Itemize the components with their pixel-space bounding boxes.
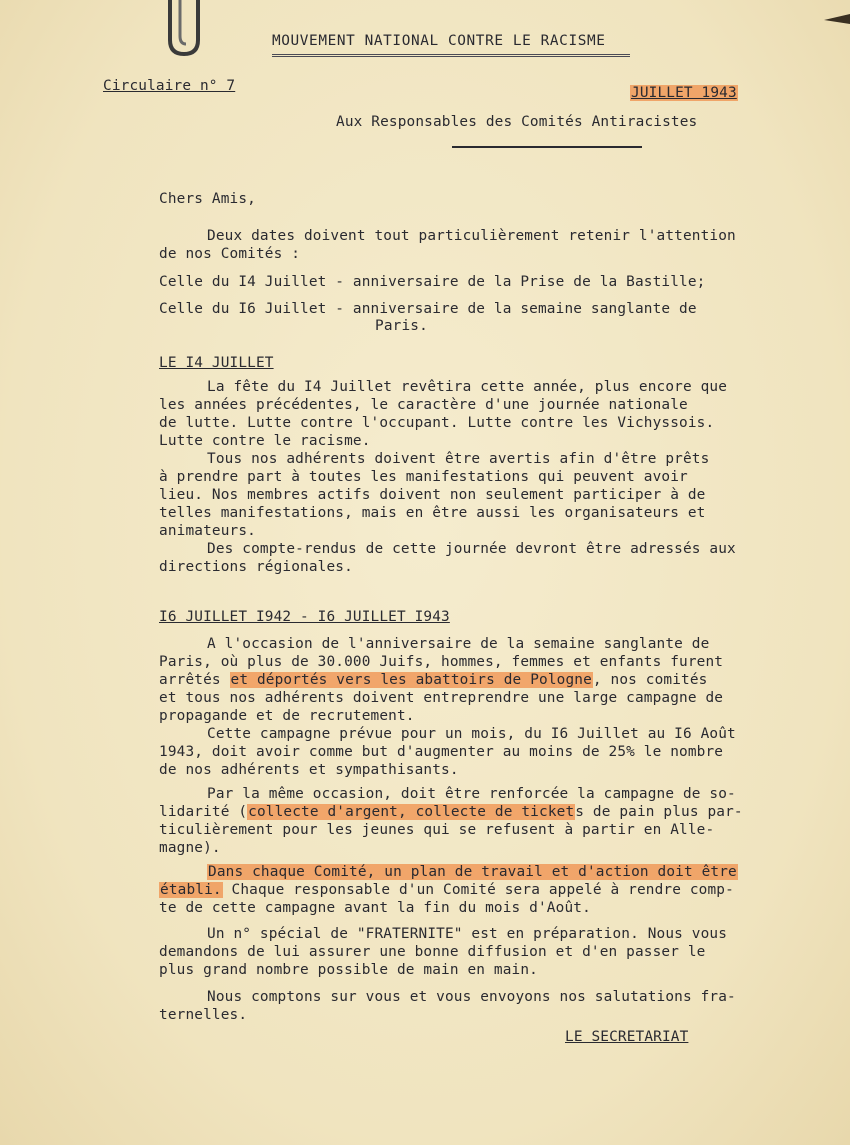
body-line: les années précédentes, le caractère d'une journée nationale — [159, 397, 688, 413]
body-line: La fête du I4 Juillet revêtira cette année, plus encore que — [207, 379, 728, 395]
body-line: ticulièrement pour les jeunes qui se refusent à partir en Alle- — [159, 822, 715, 838]
body-line: lieu. Nos membres actifs doivent non seulement participer à de — [159, 487, 706, 503]
text-run: s de pain plus par- — [575, 804, 743, 820]
text-run: , nos comités — [592, 672, 708, 688]
body-line: ternelles. — [159, 1007, 248, 1023]
text-run: lidarité ( — [159, 804, 248, 820]
date-text: JUILLET 1943 — [631, 85, 737, 101]
addressee: Aux Responsables des Comités Antiracistes — [336, 114, 698, 130]
organisation-title: MOUVEMENT NATIONAL CONTRE LE RACISME — [272, 33, 606, 49]
body-line: directions régionales. — [159, 559, 353, 575]
body-line: magne). — [159, 840, 221, 856]
intro-line: Paris. — [375, 318, 428, 334]
circular-number: Circulaire n° 7 — [103, 78, 236, 94]
body-line: demandons de lui assurer une bonne diffusion et d'en passer le — [159, 944, 706, 960]
section-heading-16-juillet: I6 JUILLET I942 - I6 JUILLET I943 — [159, 609, 450, 625]
highlighted-text: Dans chaque Comité, un plan de travail et d'action doit être — [208, 864, 737, 880]
signature: LE SECRETARIAT — [565, 1029, 689, 1045]
body-line: Tous nos adhérents doivent être avertis afin d'être prêts — [207, 451, 710, 467]
intro-line: Celle du I4 Juillet - anniversaire de la Prise de la Bastille; — [159, 274, 706, 290]
addressee-rule — [452, 146, 642, 148]
body-line: Cette campagne prévue pour un mois, du I6 Juillet au I6 Août — [207, 726, 736, 742]
body-line: Nous comptons sur vous et vous envoyons nos salutations fra- — [207, 989, 736, 1005]
text-run: arrêtés — [159, 672, 230, 688]
intro-line: de nos Comités : — [159, 246, 301, 262]
body-line — [159, 803, 743, 821]
body-line: A l'occasion de l'anniversaire de la semaine sanglante de — [207, 636, 710, 652]
body-line: Paris, où plus de 30.000 Juifs, hommes, femmes et enfants furent — [159, 654, 724, 670]
text-run: Chaque responsable d'un Comité sera appelé à rendre comp- — [222, 882, 734, 898]
highlighted-text: collecte d'argent, collecte de ticket — [248, 804, 575, 820]
body-line: plus grand nombre possible de main en main. — [159, 962, 538, 978]
highlighted-text: et déportés vers les abattoirs de Pologne — [230, 672, 592, 688]
section-heading-14-juillet: LE I4 JUILLET — [159, 355, 274, 371]
paper-clip-icon — [162, 0, 206, 58]
body-line — [159, 671, 707, 689]
body-line: Lutte contre le racisme. — [159, 433, 371, 449]
title-rule — [272, 54, 630, 57]
body-line — [207, 863, 738, 881]
body-line: Par la même occasion, doit être renforcée la campagne de so- — [207, 786, 736, 802]
intro-line: Deux dates doivent tout particulièrement retenir l'attention — [207, 228, 736, 244]
intro-line: Celle du I6 Juillet - anniversaire de la semaine sanglante de — [159, 301, 697, 317]
body-line: 1943, doit avoir comme but d'augmenter au moins de 25% le nombre — [159, 744, 724, 760]
body-line: telles manifestations, mais en être aussi les organisateurs et — [159, 505, 706, 521]
body-line: animateurs. — [159, 523, 256, 539]
body-line: à prendre part à toutes les manifestations qui peuvent avoir — [159, 469, 688, 485]
greeting: Chers Amis, — [159, 191, 256, 207]
folded-corner — [820, 0, 850, 30]
body-line: et tous nos adhérents doivent entreprendre une large campagne de — [159, 690, 724, 706]
highlighted-text: établi. — [160, 882, 222, 898]
body-line: de nos adhérents et sympathisants. — [159, 762, 459, 778]
body-line: Des compte-rendus de cette journée devront être adressés aux — [207, 541, 736, 557]
body-line: de lutte. Lutte contre l'occupant. Lutte contre les Vichyssois. — [159, 415, 715, 431]
body-line: Un n° spécial de "FRATERNITE" est en préparation. Nous vous — [207, 926, 728, 942]
body-line: propagande et de recrutement. — [159, 708, 415, 724]
body-line: te de cette campagne avant la fin du mois d'Août. — [159, 900, 591, 916]
body-line — [159, 881, 734, 899]
document-date — [630, 84, 738, 102]
